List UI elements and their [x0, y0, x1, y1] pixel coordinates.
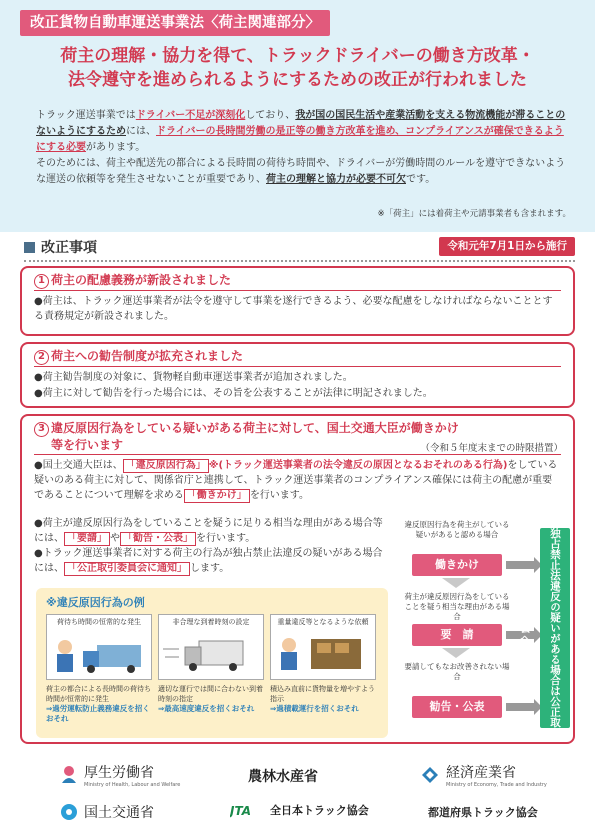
item-3-bullet-3: [34, 546, 383, 576]
bullet-text: や: [110, 533, 120, 544]
caption-3-result: ⇒過積載運行を招くおそれ: [270, 704, 359, 713]
shipper-note: ※「荷主」には着荷主や元請事業者も含まれます。: [377, 209, 571, 219]
bullet-text: を行います。: [196, 533, 256, 544]
svg-text:JTA: JTA: [230, 804, 252, 818]
item-2-bullet-2: ●荷主に対して勧告を行った場合には、その旨を公表することが法律に明記されました。: [34, 388, 433, 399]
enforcement-flow: [402, 520, 576, 734]
maff-name: 農林水産省: [248, 769, 318, 785]
item-1-title: [34, 272, 231, 289]
intro-highlight: ドライバー不足が深刻化: [135, 110, 246, 121]
caption-3-text: 積込み直前に貨物量を増やすよう指示: [270, 685, 375, 703]
bullet-text: ●トラック運送事業者に対する荷主の行為が独占禁止法違反の疑いがある場合には、: [34, 548, 383, 574]
intro-text: [26, 108, 571, 219]
item-1-bullet: ●荷主は、トラック運送事業者が法令を遵守して事業を遂行できるよう、必要な配慮をしなければならないこととする責務規定が新設されました。: [34, 296, 553, 322]
mhlw-logo: [60, 762, 180, 788]
meti-name: 経済産業省: [446, 765, 516, 781]
intro-text-g: があります。: [86, 142, 146, 153]
reform-item-3: [20, 414, 575, 744]
request-label: 「要請」: [64, 532, 110, 546]
pref-truck-logo: [428, 804, 538, 820]
ftc-notify-label: 「公正取引委員会に通知」: [64, 562, 190, 576]
arrow-down-icon: [442, 648, 470, 658]
square-icon: [24, 242, 35, 253]
intro-text-e: には、: [126, 126, 156, 137]
effective-date-badge: 令和元年7月1日から施行: [439, 237, 575, 256]
approach-label: 「働きかけ」: [184, 489, 250, 503]
bullet-text: します。: [190, 563, 230, 574]
example-panel-3: [270, 614, 376, 680]
meti-emblem-icon: [420, 765, 440, 785]
mlit-emblem-icon: [60, 803, 78, 821]
bullet-text: をしている疑いのある荷主に対して、関係省庁と連携して、トラック運送事業者のコンプライアンス確保には荷主の配慮が重要であることについて理解を求める: [34, 460, 558, 501]
ftc-notify-bar: 独占禁止法違反の疑いがある場合は公正取引委員会へ通知: [540, 528, 570, 728]
arrow-right-icon: [506, 703, 536, 711]
mhlw-emblem-icon: [60, 765, 78, 785]
examples-title: ※違反原因行為の例: [46, 596, 145, 609]
pref-truck-name: 都道府県トラック協会: [428, 806, 538, 819]
panel-1-title: 荷待ち時間の恒常的な発生: [57, 618, 141, 626]
recommend-label: 「勧告・公表」: [120, 532, 196, 546]
mhlw-english: Ministry of Health, Labour and Welfare: [84, 782, 181, 788]
bullet-text: ●国土交通大臣は、: [34, 460, 123, 471]
footer-logos: [0, 752, 595, 834]
headline: [20, 44, 575, 92]
doc-title: 改正貨物自動車運送事業法〈荷主関連部分〉: [20, 10, 330, 36]
violation-act-definition: ※(トラック運送事業者の法令違反の原因となるおそれのある行為): [208, 460, 508, 471]
bullet-text: を行います。: [249, 490, 310, 501]
intro-highlight: ドライバーの長時間労働の是正等の働き方改革を進め、コンプライアンスが確保できるようにする必要: [36, 126, 564, 153]
example-panel-1: [46, 614, 152, 680]
panel-2-title: 非合理な到着時刻の設定: [172, 618, 250, 626]
intro-text-a: トラック運送事業では: [36, 110, 136, 121]
flow-condition-1: 違反原因行為を荷主がしている疑いがあると認める場合: [404, 520, 510, 539]
intro-underline: 荷主の理解と協力が必要不可欠: [266, 174, 406, 185]
arrow-down-icon: [442, 578, 470, 588]
jta-emblem-icon: [230, 802, 264, 818]
caption-2-result: ⇒最高速度違反を招くおそれ: [158, 704, 255, 713]
intro-text-c: しており、: [245, 110, 296, 121]
item-divider: [34, 290, 561, 291]
caption-1-text: 荷主の都合による長時間の荷待ち時間が恒常的に発生: [46, 685, 151, 703]
mlit-logo: [60, 802, 154, 822]
bullet-text: ●荷主が違反原因行為をしていることを疑うに足りる相当な理由がある場合等には、: [34, 518, 383, 544]
headline-line-1: 荷主の理解・協力を得て、トラックドライバーの働き方改革・: [60, 46, 535, 66]
intro-text-2c: です。: [406, 174, 436, 185]
item-divider: [34, 454, 561, 455]
item-2-title: [34, 348, 243, 365]
caption-2-text: 適切な運行では間に合わない到着時刻の指定: [158, 685, 263, 703]
caption-1-result: ⇒過労運転防止義務違反を招くおそれ: [46, 704, 150, 723]
item-2-bullet-1: ●荷主勧告制度の対象に、貨物軽自動車運送事業者が追加されました。: [34, 372, 353, 383]
item-3-title-line-2: 等を行います: [51, 438, 124, 452]
jta-logo: [230, 802, 369, 818]
reforms-heading: [24, 237, 97, 257]
flow-condition-3: 要請してもなお改善されない場合: [404, 662, 510, 681]
overloading-illustration: [271, 627, 375, 677]
time-limit-note: （令和５年度末までの時限措置）: [420, 443, 563, 454]
example-caption-2: [158, 684, 268, 714]
item-3-title-line-1: 違反原因行為をしている疑いがある荷主に対して、国土交通大臣が働きかけ: [51, 421, 459, 435]
arrow-right-icon: [506, 561, 536, 569]
reforms-title: 改正事項: [41, 240, 97, 256]
maff-logo: [248, 766, 318, 786]
speeding-truck-illustration: [159, 627, 263, 677]
flow-stage-request: 要 請: [412, 624, 502, 646]
intro-text-2a: そのためには、荷主や配送先の都合による長時間の荷待ち時間や、ドライバーが労働時間のルールを遵守できないような運送の依頼等を発生させないことが重要であり、: [36, 158, 566, 185]
item-2-title-text: 荷主への勧告制度が拡充されました: [51, 349, 244, 363]
meti-logo: [420, 762, 547, 788]
violation-examples: [36, 588, 388, 738]
item-3-bullet-2: [34, 516, 383, 546]
number-circle-icon: 2: [34, 350, 49, 365]
flow-stage-approach: 働きかけ: [412, 554, 502, 576]
reform-item-2: [20, 342, 575, 408]
jta-name: 全日本トラック協会: [270, 804, 369, 817]
panel-3-title: 重量違反等となるような依頼: [277, 618, 369, 626]
intro-underline: 我が国の国民生活や産業活動を支える物流機能が滞ることのないようにするため: [36, 110, 566, 137]
waiting-truck-illustration: [47, 627, 151, 677]
item-divider: [34, 366, 561, 367]
number-circle-icon: 3: [34, 422, 49, 437]
flow-stage-recommend: 勧告・公表: [412, 696, 502, 718]
item-3-title: [34, 420, 459, 453]
meti-english: Ministry of Economy, Trade and Industry: [446, 782, 547, 788]
flow-condition-2: 荷主が違反原因行為をしていることを疑う相当な理由がある場合: [404, 592, 510, 621]
example-panel-2: [158, 614, 264, 680]
example-caption-1: [46, 684, 156, 724]
dotted-divider: [24, 260, 575, 262]
number-circle-icon: 1: [34, 274, 49, 289]
headline-line-2: 法令遵守を進められるようにするための改正が行われました: [68, 70, 527, 90]
item-3-bullet-1: [34, 458, 561, 503]
mhlw-name: 厚生労働省: [84, 765, 154, 781]
violation-act-label: 「違反原因行為」: [123, 459, 209, 473]
reform-item-1: [20, 266, 575, 336]
mlit-name: 国土交通省: [84, 805, 154, 821]
item-1-title-text: 荷主の配慮義務が新設されました: [51, 273, 232, 287]
example-caption-3: [270, 684, 380, 714]
